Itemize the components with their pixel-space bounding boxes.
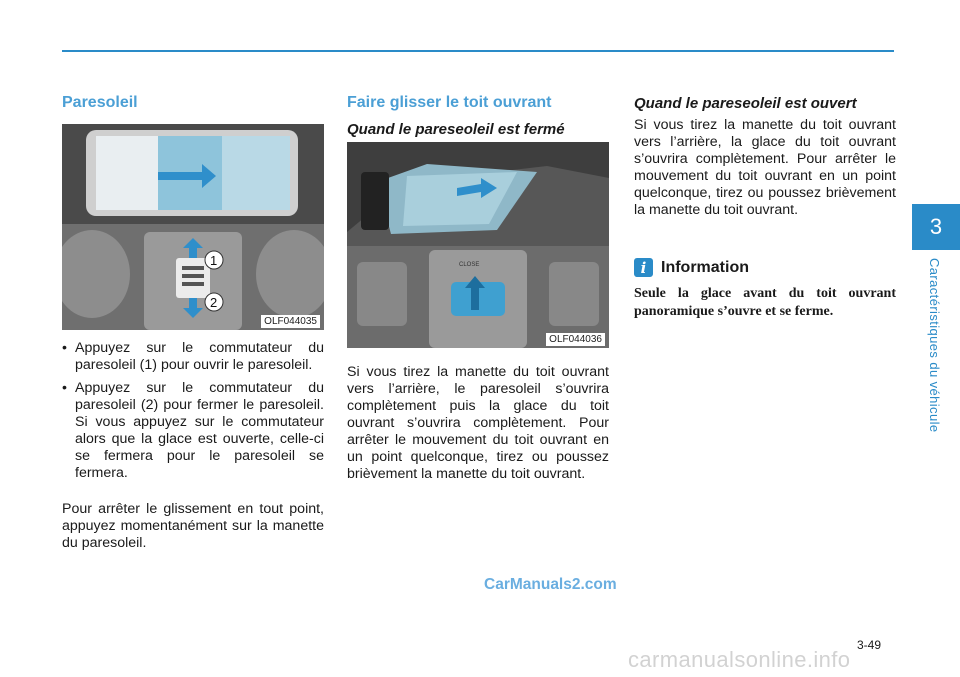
figure-label-1: 1: [210, 253, 218, 268]
info-icon: i: [634, 258, 653, 277]
watermark-link[interactable]: CarManuals2.com: [484, 576, 617, 593]
figure-close-label: CLOSE: [459, 262, 480, 268]
information-title: Information: [661, 258, 749, 276]
bullet-item: • Appuyez sur le commutateur du paresoleil (1) pour ouvrir le paresoleil.: [62, 340, 324, 374]
page-number: 3-49: [857, 638, 882, 652]
figure-sunshade-switch: [62, 124, 324, 330]
chapter-number-tab: 3: [912, 204, 960, 250]
paragraph: Si vous tirez la manette du toit ouvrant vers l’arrière, la glace du toit ouvrant s’ouvrira complètement. Pour arrêter le mouvement du toit ouvrant en un point quelconque, tirez ou poussez brièvement la manette du toit ouvrant.: [634, 117, 896, 218]
figure-code: OLF044035: [261, 315, 320, 328]
subheading-ferme: Quand le pareseoleil est fermé: [347, 121, 565, 138]
figure-label-2: 2: [210, 295, 218, 310]
bullet-list: [62, 340, 324, 488]
bullet-item: • Appuyez sur le commutateur du paresoleil (2) pour fermer le paresoleil. Si vous appuyez sur le commutateur alors que la glace est ouverte, celle-ci se fermera pour le paresoleil se fermera.: [62, 380, 324, 482]
paragraph: Pour arrêter le glissement en tout point, appuyez momentanément sur la manette du paresoleil.: [62, 501, 324, 551]
section-heading-toit-ouvrant: Faire glisser le toit ouvrant: [347, 94, 552, 111]
figure-sunroof-switch: [347, 142, 609, 348]
figure-code: OLF044036: [546, 333, 605, 346]
information-header: [634, 258, 749, 277]
footer-brand-link[interactable]: carmanualsonline.info: [628, 647, 851, 672]
chapter-title: Caractéristiques du véhicule: [927, 258, 942, 433]
information-text: Seule la glace avant du toit ouvrant panoramique s’ouvre et se ferme.: [634, 286, 896, 319]
subheading-ouvert: Quand le pareseoleil est ouvert: [634, 95, 857, 112]
section-heading-paresoleil: Paresoleil: [62, 94, 138, 111]
paragraph: Si vous tirez la manette du toit ouvrant vers l’arrière, le paresoleil s’ouvrira complètement puis la glace du toit ouvrant s’ouvrira complètement. Pour arrêter le mouvement du toit ouvrant en un point quelconque, tirez ou poussez brièvement la manette du toit ouvrant.: [347, 364, 609, 482]
top-rule: [62, 50, 894, 52]
